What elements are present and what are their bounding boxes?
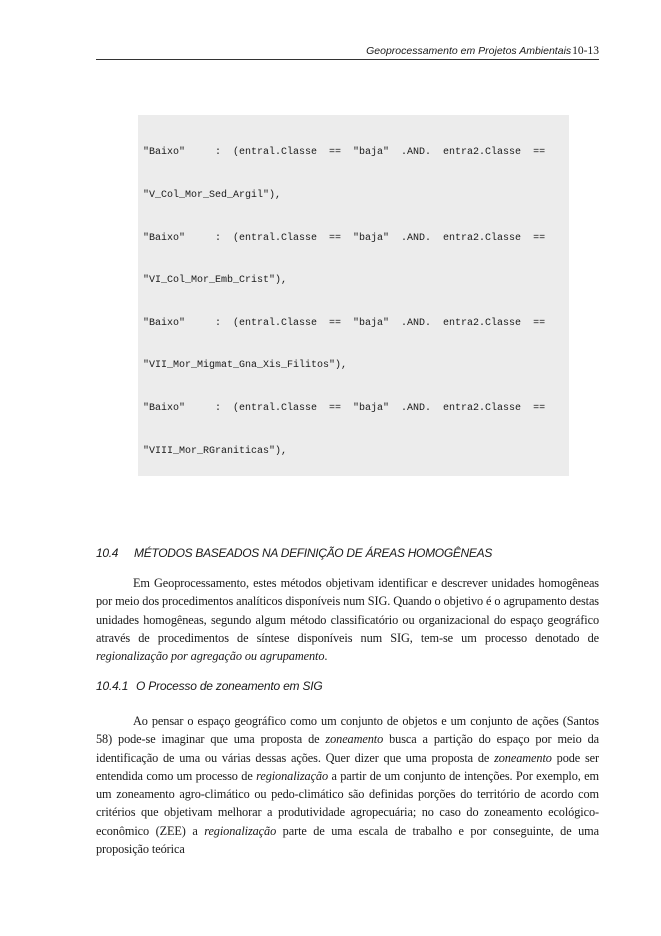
- paragraph-intro: [96, 574, 599, 665]
- running-header: [96, 45, 599, 60]
- section-heading: [96, 546, 599, 560]
- subsection-number: 10.4.1: [96, 679, 129, 693]
- section-number: 10.4: [96, 546, 119, 560]
- subsection-title: O Processo de zoneamento em SIG: [136, 679, 323, 693]
- code-line: "VI_Col_Mor_Emb_Crist"),: [143, 275, 288, 287]
- paragraph-emphasis: regionalização: [256, 768, 329, 783]
- code-line: "Baixo" : (entral.Classe == "baja" .AND. entra2.Classe ==: [143, 317, 546, 329]
- subsection-heading: [96, 679, 323, 693]
- paragraph-text: Em Geoprocessamento, estes métodos objetivam identificar e descrever unidades homogêneas por meio dos procedimentos analíticos disponíveis num SIG. Quando o objetivo é o agrupamento destas unidades homogêneas, segundo algum método classificatório ou organizacional do espaço geográfico através de procedimentos de síntese disponíveis num SIG, tem-se um processo denotado de: [96, 576, 599, 645]
- code-line: "Baixo" : (entral.Classe == "baja" .AND. entra2.Classe ==: [143, 232, 546, 244]
- paragraph-text: busca a partição do espaço por meio da identificação de uma ou várias dessas ações. Quer dizer que uma proposta de: [96, 732, 600, 765]
- running-header-title: Geoprocessamento em Projetos Ambientais: [366, 45, 572, 57]
- code-line: "VIII_Mor_RGraniticas"),: [143, 445, 288, 457]
- code-line: "Baixo" : (entral.Classe == "baja" .AND. entra2.Classe ==: [143, 147, 546, 159]
- paragraph-emphasis: zoneamento: [325, 732, 384, 747]
- code-line: "VII_Mor_Migmat_Gna_Xis_Filitos"),: [143, 360, 348, 372]
- paragraph-text: parte de uma escala de trabalho e por conseguinte, de uma proposição teórica: [96, 823, 599, 857]
- section-title: MÉTODOS BASEADOS NA DEFINIÇÃO DE ÁREAS HOMOGÊNEAS: [134, 546, 493, 560]
- paragraph-text: a partir de um conjunto de intenções. Por exemplo, em um zoneamento agro-climático ou pedo-climático são definidas porções do território de acordo com critérios que objetivam melhorar a produtividade agropecuária; no caso do zoneamento ecológico-econômico (ZEE) a: [96, 768, 599, 838]
- paragraph-emphasis: regionalização por agregação ou agrupamento: [96, 649, 325, 664]
- code-line: "Baixo" : (entral.Classe == "baja" .AND. entra2.Classe ==: [143, 402, 546, 414]
- paragraph-text: Ao pensar o espaço geográfico como um conjunto de objetos e um conjunto de ações (Santos 58) pode-se imaginar que uma proposta de: [96, 714, 599, 747]
- paragraph-zoneamento: [96, 712, 599, 858]
- code-line: "V_Col_Mor_Sed_Argil"),: [143, 190, 282, 201]
- paragraph-emphasis: zoneamento: [494, 750, 552, 765]
- paragraph-end: .: [324, 649, 328, 664]
- code-block: [138, 115, 569, 476]
- paragraph-text: pode ser entendida como um processo de: [96, 750, 599, 783]
- page-number: 10-13: [572, 45, 599, 57]
- paragraph-emphasis: regionalização: [204, 823, 277, 838]
